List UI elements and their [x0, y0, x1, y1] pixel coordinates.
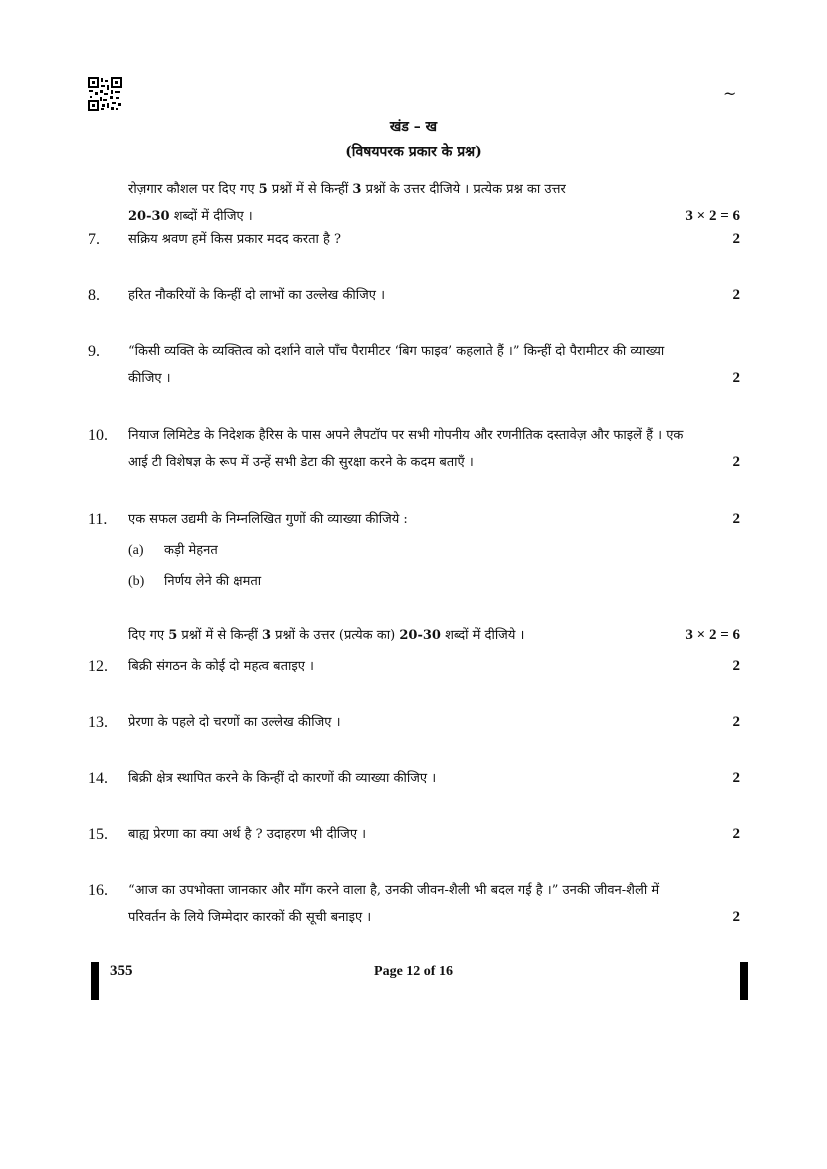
question-10: [88, 422, 740, 476]
question-marks: 2: [732, 909, 740, 925]
question-marks: 2: [732, 714, 740, 730]
question-marks: 2: [732, 231, 740, 247]
question-7: [88, 226, 740, 253]
question-number: 12.: [88, 658, 108, 675]
question-13: [88, 709, 740, 736]
question-text: नियाज लिमिटेड के निदेशक हैरिस के पास अपने लैपटॉप पर सभी गोपनीय और रणनीतिक दस्तावेज़ और फाइलें हैं । एक आई टी विशेषज्ञ के रूप में उन्हें सभी डेटा की सुरक्षा करने के कदम बताएँ ।: [128, 428, 684, 470]
question-text: “आज का उपभोक्ता जानकार और माँग करने वाला है, उनकी जीवन-शैली भी बदल गई है ।” उनकी जीवन-शैली में परिवर्तन के लिये जिम्मेदार कारकों की सूची बनाइए ।: [128, 883, 660, 925]
question-marks: 2: [732, 287, 740, 303]
header-tilde: ~: [723, 84, 737, 103]
section-title: खंड – ख: [389, 119, 438, 135]
question-11: [88, 506, 740, 595]
question-text: बिक्री क्षेत्र स्थापित करने के किन्हीं दो कारणों की व्याख्या कीजिए ।: [128, 771, 437, 786]
question-number: 10.: [88, 427, 108, 444]
instruction-1-line-2: 20-30 शब्दों में दीजिए । 3 × 2 = 6: [128, 203, 740, 230]
question-text: एक सफल उद्यमी के निम्नलिखित गुणों की व्याख्या कीजिये : (a) कड़ी मेहनत (b) निर्णय लेने की क्षमता: [128, 506, 700, 595]
question-number: 9.: [88, 343, 100, 360]
question-9: [88, 338, 740, 392]
question-marks: 2: [732, 658, 740, 674]
question-marks: 2: [732, 454, 740, 470]
instruction-1-line-1: रोज़गार कौशल पर दिए गए 5 प्रश्नों में से किन्हीं 3 प्रश्नों के उत्तर दीजिये । प्रत्येक प्रश्न का उत्तर: [128, 182, 566, 197]
question-16: [88, 877, 740, 931]
question-marks: 2: [732, 826, 740, 842]
instruction-block-2: दिए गए 5 प्रश्नों में से किन्हीं 3 प्रश्नों के उत्तर (प्रत्येक का) 20-30 शब्दों में दीजिये । 3 × 2 = 6: [128, 622, 740, 649]
sub-item-a: (a) कड़ी मेहनत: [128, 543, 218, 558]
question-number: 13.: [88, 714, 108, 731]
question-number: 15.: [88, 826, 108, 843]
instruction-block-1: [128, 176, 740, 230]
question-number: 7.: [88, 231, 100, 248]
question-marks: 2: [732, 370, 740, 386]
question-12: [88, 653, 740, 680]
question-number: 16.: [88, 882, 108, 899]
question-number: 14.: [88, 770, 108, 787]
sub-item-b: (b) निर्णय लेने की क्षमता: [128, 574, 262, 589]
question-number: 11.: [88, 511, 108, 528]
question-text: सक्रिय श्रवण हमें किस प्रकार मदद करता है ?: [128, 232, 341, 247]
question-text: बिक्री संगठन के कोई दो महत्व बताइए ।: [128, 659, 314, 674]
section-subtitle: (विषयपरक प्रकार के प्रश्न): [345, 144, 482, 160]
question-text: “किसी व्यक्ति के व्यक्तित्व को दर्शाने वाले पाँच पैरामीटर ‘बिग फाइव’ कहलाते हैं ।” किन्हीं दो पैरामीटर की व्याख्या कीजिए ।: [128, 344, 665, 386]
question-marks: 2: [732, 511, 740, 527]
question-number: 8.: [88, 287, 100, 304]
footer-page-number: Page 12 of 16: [374, 964, 453, 979]
footer-bar-right: [740, 962, 748, 1000]
question-14: [88, 765, 740, 792]
question-marks: 2: [732, 770, 740, 786]
instruction-1-marks: 3 × 2 = 6: [685, 208, 740, 224]
instruction-2-marks: 3 × 2 = 6: [685, 627, 740, 643]
question-8: [88, 282, 740, 309]
question-15: [88, 821, 740, 848]
question-text: प्रेरणा के पहले दो चरणों का उल्लेख कीजिए ।: [128, 715, 341, 730]
question-text: हरित नौकरियों के किन्हीं दो लाभों का उल्लेख कीजिए ।: [128, 288, 386, 303]
footer-paper-code: 355: [110, 963, 133, 979]
qr-code: [88, 77, 122, 111]
question-text: बाह्य प्रेरणा का क्या अर्थ है ? उदाहरण भी दीजिए ।: [128, 827, 367, 842]
